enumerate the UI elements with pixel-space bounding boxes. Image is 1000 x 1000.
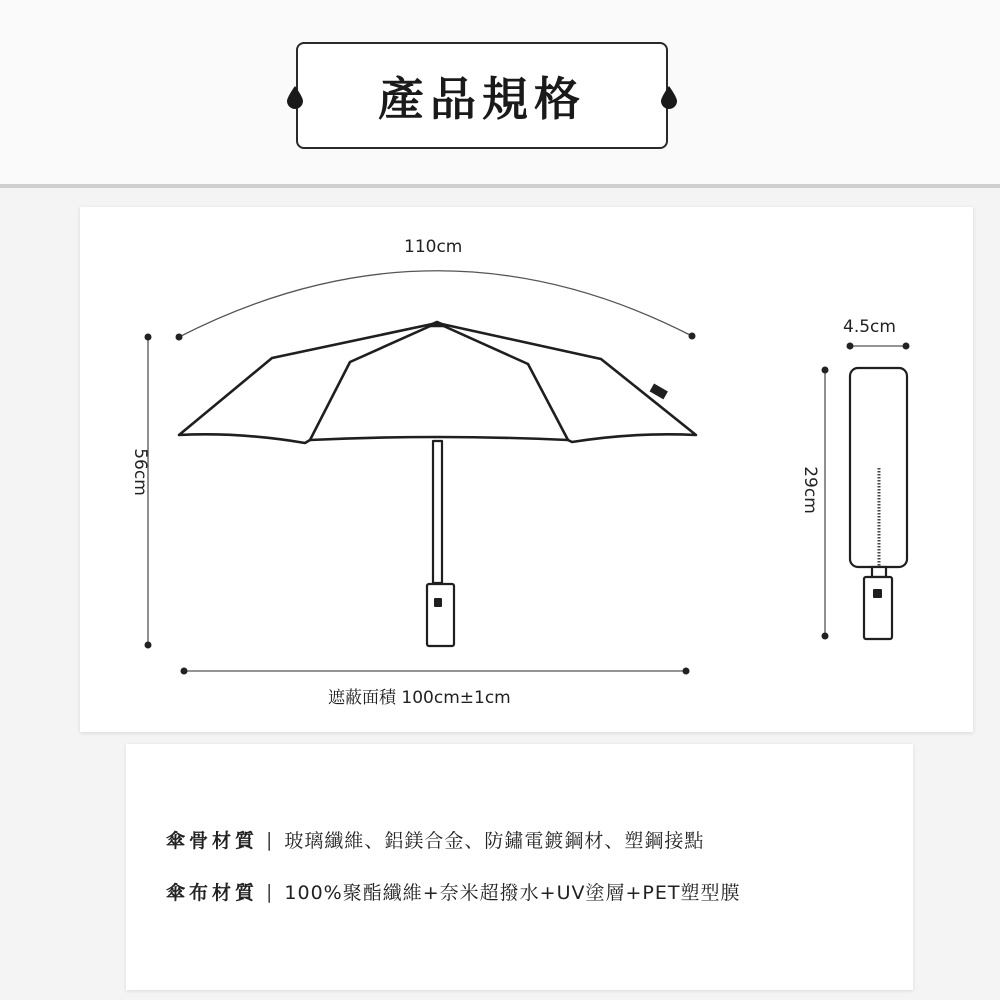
closed-width-dimension: [847, 343, 910, 350]
open-umbrella-icon: [179, 322, 696, 646]
spec-separator: |: [266, 880, 273, 903]
spec-value: 100%聚酯纖維+奈米超撥水+UV塗層+PET塑型膜: [284, 882, 741, 904]
brand-tag-icon: [650, 384, 668, 400]
spec-label: 傘布材質: [166, 882, 259, 904]
page-title: 產品規格: [378, 71, 586, 126]
spec-row-frame: [166, 826, 704, 853]
spec-value: 玻璃纖維、鋁鎂合金、防鏽電鍍鋼材、塑鋼接點: [284, 830, 705, 852]
spec-separator: |: [266, 828, 273, 851]
spec-label: 傘骨材質: [166, 830, 259, 852]
spec-card: [126, 744, 913, 990]
coverage-dimension: [181, 668, 690, 675]
spec-row-fabric: [166, 878, 740, 905]
open-width-label: 110cm: [404, 237, 463, 257]
closed-width-label: 4.5cm: [843, 317, 896, 337]
closed-length-dimension: [822, 367, 829, 640]
coverage-label: 遮蔽面積 100cm±1cm: [328, 688, 511, 708]
open-height-label: 56cm: [129, 448, 150, 496]
closed-umbrella-icon: [850, 368, 907, 639]
closed-length-label: 29cm: [799, 466, 820, 514]
